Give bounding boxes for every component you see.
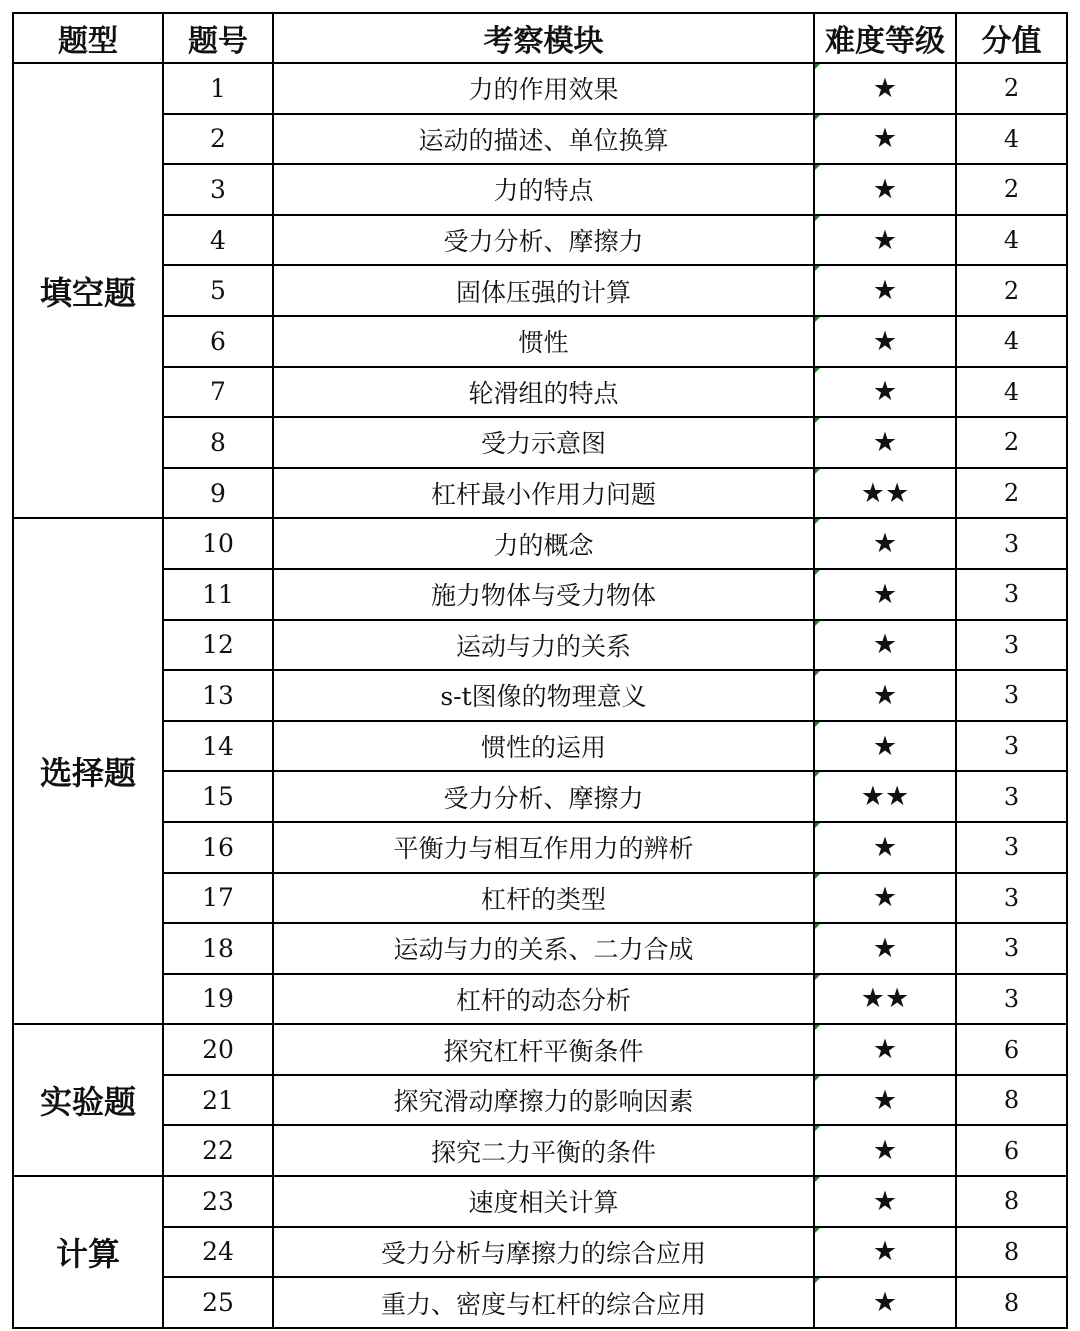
score-cell: 4: [956, 215, 1067, 266]
score-cell: 2: [956, 164, 1067, 215]
module-cell: 受力分析、摩擦力: [273, 215, 814, 266]
table-row: [13, 265, 1067, 316]
module-cell: 探究二力平衡的条件: [273, 1125, 814, 1176]
question-number-cell: 2: [163, 114, 273, 165]
module-cell: 轮滑组的特点: [273, 367, 814, 418]
difficulty-cell: ★: [814, 1075, 956, 1126]
score-cell: 8: [956, 1176, 1067, 1227]
question-number-cell: 13: [163, 670, 273, 721]
question-type-cell: 选择题: [13, 518, 163, 1024]
difficulty-cell: ★: [814, 114, 956, 165]
module-cell: 受力分析、摩擦力: [273, 771, 814, 822]
module-cell: 固体压强的计算: [273, 265, 814, 316]
module-cell: 受力分析与摩擦力的综合应用: [273, 1227, 814, 1278]
score-cell: 3: [956, 873, 1067, 924]
score-cell: 3: [956, 670, 1067, 721]
difficulty-cell: ★: [814, 721, 956, 772]
table-row: [13, 620, 1067, 671]
question-number-cell: 20: [163, 1024, 273, 1075]
module-cell: 平衡力与相互作用力的辨析: [273, 822, 814, 873]
table-row: [13, 1024, 1067, 1075]
question-number-cell: 14: [163, 721, 273, 772]
difficulty-cell: ★: [814, 822, 956, 873]
module-cell: 速度相关计算: [273, 1176, 814, 1227]
score-cell: 2: [956, 417, 1067, 468]
difficulty-cell: ★★: [814, 974, 956, 1025]
score-cell: 4: [956, 367, 1067, 418]
table-row: [13, 468, 1067, 519]
table-row: [13, 63, 1067, 114]
difficulty-cell: ★: [814, 670, 956, 721]
difficulty-cell: ★: [814, 1024, 956, 1075]
table-row: [13, 518, 1067, 569]
score-cell: 3: [956, 620, 1067, 671]
header-module: 考察模块: [273, 13, 814, 63]
score-cell: 3: [956, 974, 1067, 1025]
difficulty-cell: ★: [814, 1227, 956, 1278]
header-difficulty: 难度等级: [814, 13, 956, 63]
score-cell: 8: [956, 1277, 1067, 1328]
header-question-number: 题号: [163, 13, 273, 63]
difficulty-cell: ★: [814, 620, 956, 671]
table-row: [13, 1125, 1067, 1176]
question-number-cell: 23: [163, 1176, 273, 1227]
module-cell: 施力物体与受力物体: [273, 569, 814, 620]
question-number-cell: 11: [163, 569, 273, 620]
score-cell: 3: [956, 771, 1067, 822]
module-cell: 力的作用效果: [273, 63, 814, 114]
header-question-type: 题型: [13, 13, 163, 63]
question-number-cell: 17: [163, 873, 273, 924]
question-number-cell: 16: [163, 822, 273, 873]
score-cell: 6: [956, 1024, 1067, 1075]
table-row: [13, 873, 1067, 924]
question-number-cell: 10: [163, 518, 273, 569]
score-cell: 2: [956, 63, 1067, 114]
question-number-cell: 19: [163, 974, 273, 1025]
table-row: [13, 822, 1067, 873]
difficulty-cell: ★: [814, 367, 956, 418]
module-cell: 杠杆最小作用力问题: [273, 468, 814, 519]
module-cell: 重力、密度与杠杆的综合应用: [273, 1277, 814, 1328]
question-number-cell: 7: [163, 367, 273, 418]
table-row: [13, 1075, 1067, 1126]
table-row: [13, 367, 1067, 418]
question-number-cell: 24: [163, 1227, 273, 1278]
difficulty-cell: ★: [814, 417, 956, 468]
module-cell: 运动与力的关系、二力合成: [273, 923, 814, 974]
difficulty-cell: ★: [814, 569, 956, 620]
difficulty-cell: ★: [814, 518, 956, 569]
difficulty-cell: ★: [814, 1176, 956, 1227]
score-cell: 3: [956, 822, 1067, 873]
module-cell: 惯性: [273, 316, 814, 367]
exam-analysis-table: [12, 12, 1068, 1329]
table-row: [13, 1277, 1067, 1328]
module-cell: 受力示意图: [273, 417, 814, 468]
module-cell: 杠杆的动态分析: [273, 974, 814, 1025]
question-number-cell: 8: [163, 417, 273, 468]
difficulty-cell: ★: [814, 63, 956, 114]
table-row: [13, 316, 1067, 367]
question-number-cell: 21: [163, 1075, 273, 1126]
question-number-cell: 4: [163, 215, 273, 266]
score-cell: 2: [956, 265, 1067, 316]
module-cell: s-t图像的物理意义: [273, 670, 814, 721]
score-cell: 3: [956, 721, 1067, 772]
table-row: [13, 1227, 1067, 1278]
table-row: [13, 771, 1067, 822]
table-row: [13, 417, 1067, 468]
score-cell: 3: [956, 518, 1067, 569]
score-cell: 8: [956, 1075, 1067, 1126]
question-number-cell: 5: [163, 265, 273, 316]
question-number-cell: 1: [163, 63, 273, 114]
table-row: [13, 164, 1067, 215]
difficulty-cell: ★: [814, 265, 956, 316]
table-row: [13, 670, 1067, 721]
question-number-cell: 22: [163, 1125, 273, 1176]
score-cell: 8: [956, 1227, 1067, 1278]
table-row: [13, 1176, 1067, 1227]
difficulty-cell: ★★: [814, 468, 956, 519]
table-row: [13, 215, 1067, 266]
question-number-cell: 6: [163, 316, 273, 367]
question-type-cell: 填空题: [13, 63, 163, 518]
score-cell: 3: [956, 569, 1067, 620]
header-row: [13, 13, 1067, 63]
question-number-cell: 25: [163, 1277, 273, 1328]
module-cell: 探究滑动摩擦力的影响因素: [273, 1075, 814, 1126]
module-cell: 探究杠杆平衡条件: [273, 1024, 814, 1075]
question-number-cell: 12: [163, 620, 273, 671]
table-row: [13, 974, 1067, 1025]
difficulty-cell: ★★: [814, 771, 956, 822]
table-row: [13, 569, 1067, 620]
question-number-cell: 18: [163, 923, 273, 974]
difficulty-cell: ★: [814, 316, 956, 367]
module-cell: 杠杆的类型: [273, 873, 814, 924]
difficulty-cell: ★: [814, 164, 956, 215]
question-type-cell: 实验题: [13, 1024, 163, 1176]
question-number-cell: 9: [163, 468, 273, 519]
score-cell: 4: [956, 316, 1067, 367]
difficulty-cell: ★: [814, 1125, 956, 1176]
difficulty-cell: ★: [814, 215, 956, 266]
table-row: [13, 721, 1067, 772]
header-score: 分值: [956, 13, 1067, 63]
table-body: [13, 63, 1067, 1328]
question-type-cell: 计算: [13, 1176, 163, 1328]
module-cell: 力的概念: [273, 518, 814, 569]
score-cell: 3: [956, 923, 1067, 974]
module-cell: 运动的描述、单位换算: [273, 114, 814, 165]
difficulty-cell: ★: [814, 1277, 956, 1328]
module-cell: 力的特点: [273, 164, 814, 215]
score-cell: 2: [956, 468, 1067, 519]
difficulty-cell: ★: [814, 873, 956, 924]
table-row: [13, 114, 1067, 165]
table-row: [13, 923, 1067, 974]
difficulty-cell: ★: [814, 923, 956, 974]
question-number-cell: 3: [163, 164, 273, 215]
question-number-cell: 15: [163, 771, 273, 822]
module-cell: 惯性的运用: [273, 721, 814, 772]
score-cell: 6: [956, 1125, 1067, 1176]
module-cell: 运动与力的关系: [273, 620, 814, 671]
score-cell: 4: [956, 114, 1067, 165]
